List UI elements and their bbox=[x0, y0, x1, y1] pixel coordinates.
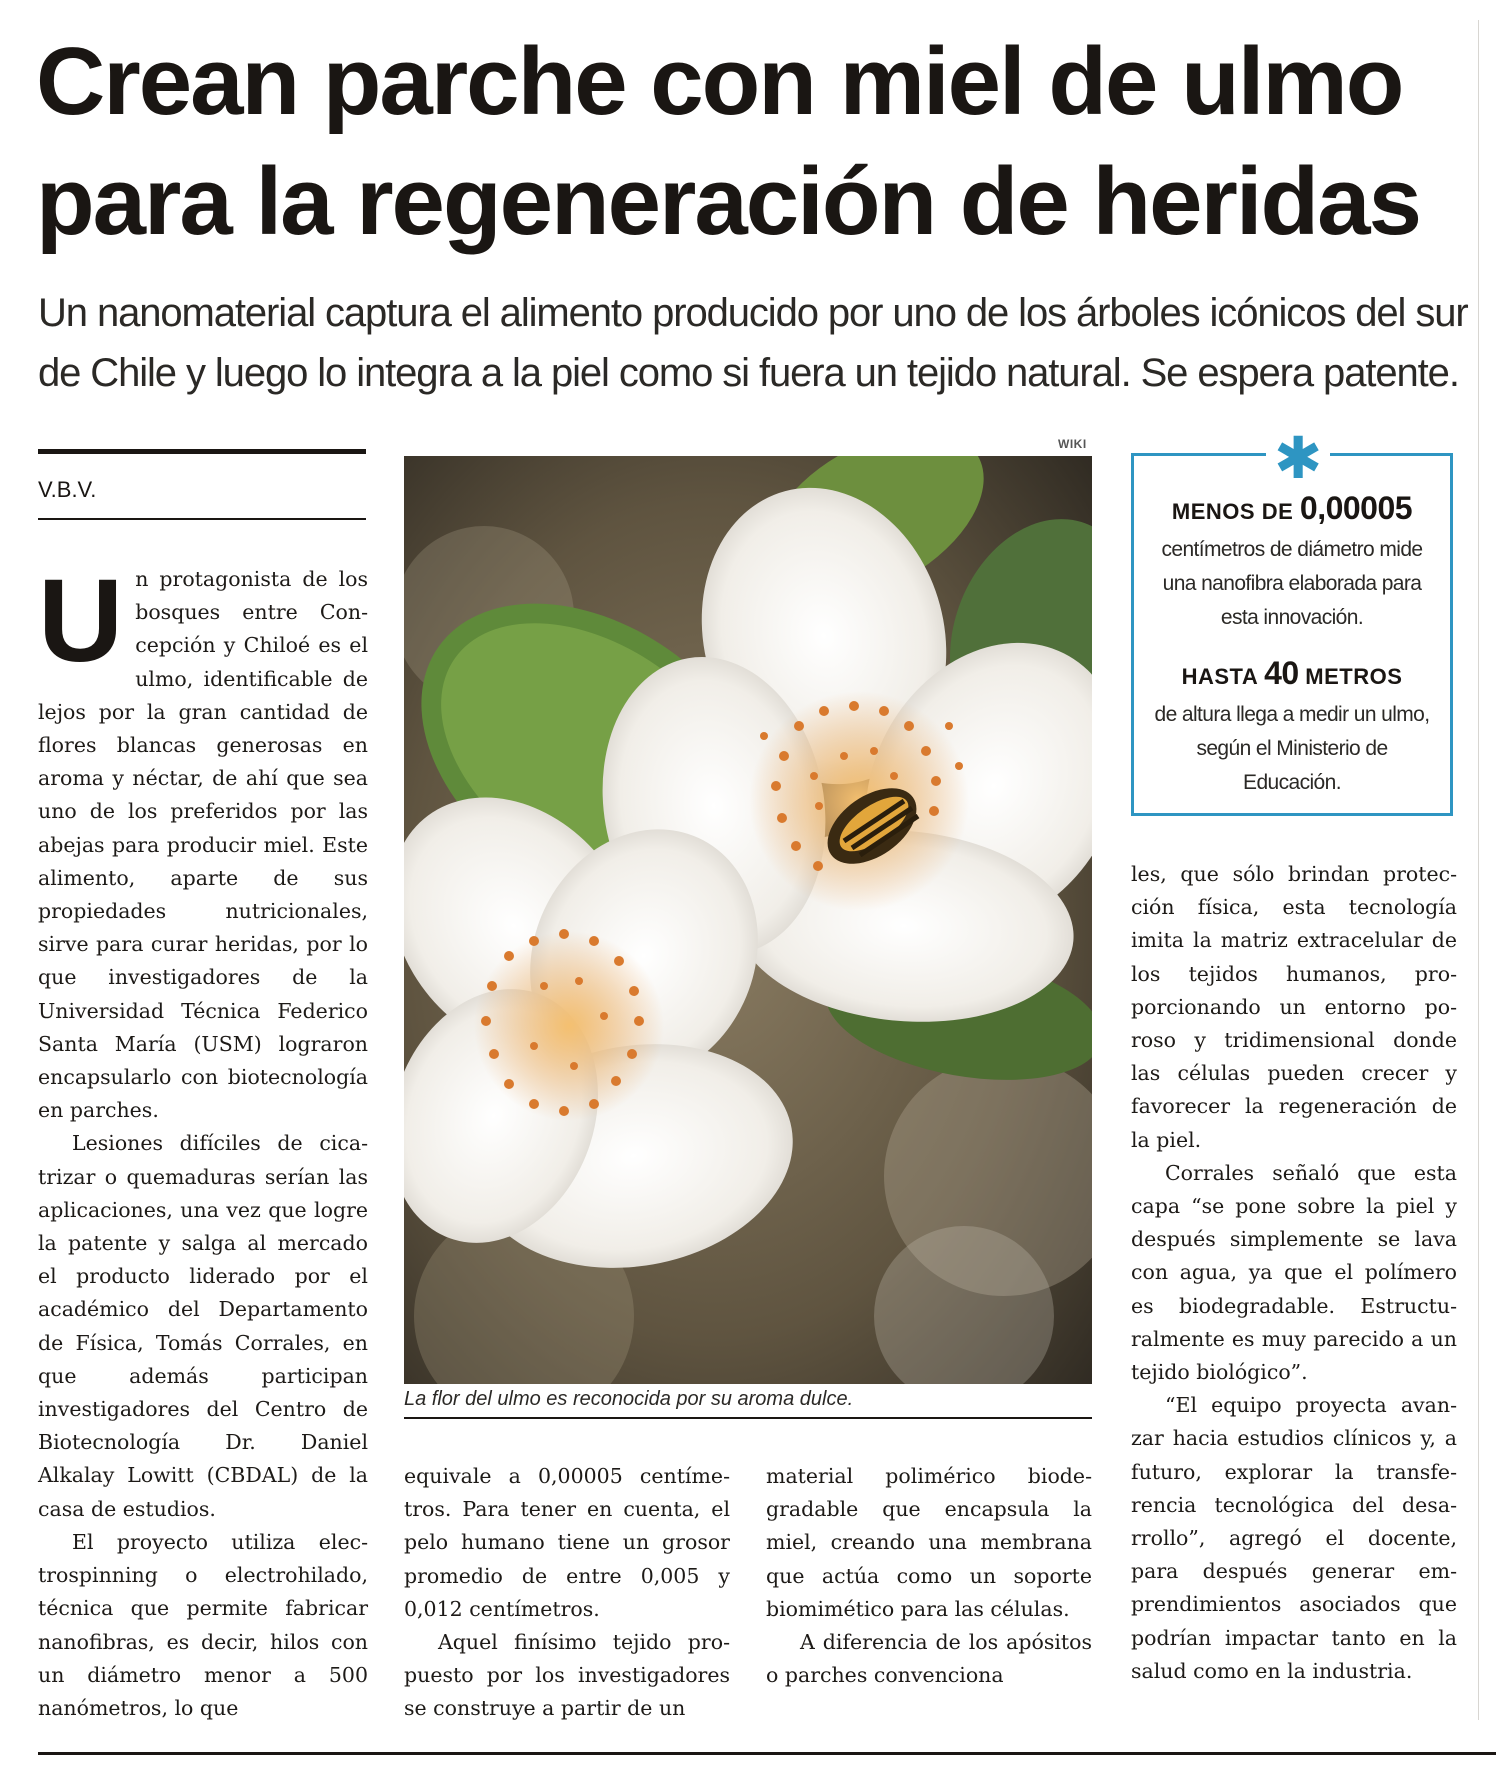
body-paragraph: A diferencia de los apósitos o parches convenciona bbox=[766, 1630, 1092, 1688]
body-paragraph: n protagonista de los bosques entre Concepción y Chiloé es el ulmo, identificable de lejos por la gran cantidad de flores blancas generosas en aroma y néctar, de ahí que sea uno de los preferidos por las abejas para producir miel. Este alimento, aparte de sus propiedades nutricionales, sirve para curar heridas, por lo que investigadores de la Universidad Técnica Federico Santa María (USM) lograron encapsularlo con biotecnología en parches. bbox=[38, 567, 368, 1123]
body-column-3 bbox=[766, 1460, 1092, 1692]
fact-box bbox=[1131, 424, 1453, 816]
subheadline-line-1: Un nanomaterial captura el alimento producido por uno de los árboles icónicos del sur bbox=[38, 291, 1468, 335]
body-paragraph: equivale a 0,00005 centímetros. Para tener en cuenta, el pelo humano tiene un grosor promedio de entre 0,005 y 0,012 centímetros. bbox=[404, 1464, 730, 1621]
byline-top-rule bbox=[38, 449, 366, 454]
body-column-2 bbox=[404, 1460, 730, 1726]
fact-2-value: 40 bbox=[1264, 655, 1299, 691]
headline bbox=[36, 22, 1456, 262]
body-paragraph: material polimérico biodegradable que encapsula la miel, creando una membrana que actúa como un soporte biomimético para las células. bbox=[766, 1464, 1092, 1621]
subheadline bbox=[38, 283, 1468, 403]
body-paragraph: El proyecto utiliza electrospinning o electrohilado, técnica que permite fabricar nanofibras, es decir, hilos con un diámetro menor a 500 nanómetros, lo que bbox=[38, 1529, 368, 1720]
body-column-1 bbox=[38, 555, 368, 1725]
fact-2-heading: HASTA 40 METROS bbox=[1181, 655, 1403, 691]
body-paragraph: Aquel finísimo tejido propuesto por los investigadores se construye a partir de un bbox=[404, 1630, 730, 1721]
photo-caption: La flor del ulmo es reconocida por su aroma dulce. bbox=[404, 1388, 1092, 1419]
page-edge-rule bbox=[1478, 20, 1479, 1720]
fact-2-text: de altura llega a medir un ulmo, según el Ministerio de Educación. bbox=[1154, 703, 1430, 794]
photo-credit: WIKI bbox=[1058, 437, 1087, 451]
body-paragraph: les, que sólo brindan protección física, esta tecnología imita la matriz extracelular de los tejidos humanos, proporcionando un entorno poroso y tridimensional donde las células pueden crecer y favorecer la regeneración de la piel. bbox=[1131, 862, 1457, 1152]
drop-cap: U bbox=[38, 555, 124, 687]
fact-1-heading: MENOS DE 0,00005 bbox=[1171, 490, 1413, 526]
body-paragraph: “El equipo proyecta avanzar hacia estudios clínicos y, a futuro, explorar la transferencia tecnológica del desarrollo”, agregó el docente, para después generar emprendimientos asociados que podrían impactar tanto en la salud como en la industria. bbox=[1131, 1393, 1457, 1683]
fact-1-value: 0,00005 bbox=[1299, 490, 1413, 526]
fact-1-text: centímetros de diámetro mide una nanofibra elaborada para esta innovación. bbox=[1161, 538, 1423, 629]
bottom-rule bbox=[38, 1752, 1496, 1755]
body-column-4 bbox=[1131, 858, 1457, 1688]
byline-bottom-rule bbox=[38, 518, 366, 520]
headline-line-2: para la regeneración de heridas bbox=[36, 148, 1420, 255]
body-paragraph: Corrales señaló que esta capa “se pone sobre la piel y después simplemente se lava con agua, ya que el polímero es biodegradable. Estructuralmente es muy parecido a un tejido biológico”. bbox=[1131, 1160, 1457, 1385]
headline-line-1: Crean parche con miel de ulmo bbox=[36, 28, 1403, 135]
byline: V.B.V. bbox=[38, 477, 97, 502]
asterisk-icon: ✱ bbox=[1266, 426, 1330, 478]
subheadline-line-2: de Chile y luego lo integra a la piel como si fuera un tejido natural. Se espera patente. bbox=[38, 351, 1459, 395]
body-paragraph: Lesiones difíciles de cicatrizar o quemaduras serían las aplicaciones, una vez que logre la patente y salga al mercado el producto liderado por el académico del Departamento de Física, Tomás Corrales, en que además participan investigadores del Centro de Biotecnología Dr. Daniel Alkalay Lowitt (CBDAL) de la casa de estudios. bbox=[38, 1131, 368, 1521]
ulmo-flower-photo bbox=[404, 456, 1092, 1384]
